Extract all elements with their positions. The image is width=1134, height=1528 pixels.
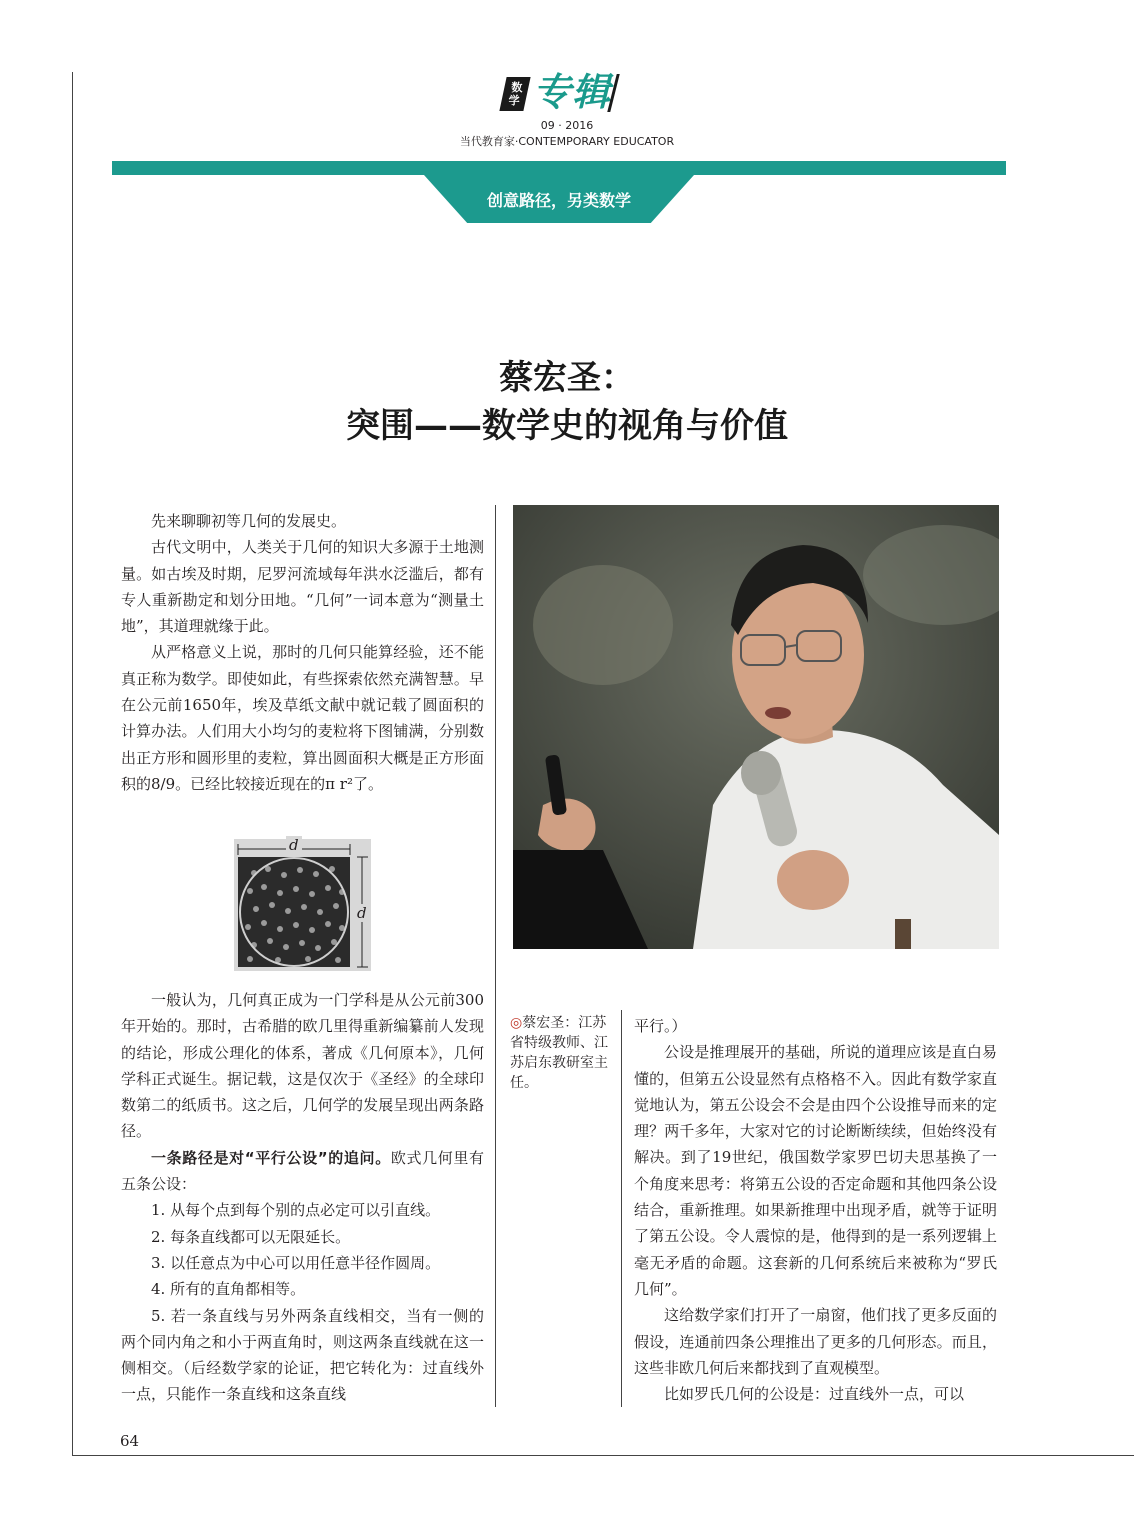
logo-small-char-2: 学 (508, 94, 520, 107)
section-band (112, 161, 1006, 175)
paragraph: 一般认为，几何真正成为一门学科是从公元前300年开始的。那时，古希腊的欧几里得重新编纂前人发现的结论，形成公理化的体系，著成《几何原本》，几何学科正式诞生。据记载，这是仅次于《圣经》的全球印数第二的纸质书。这之后，几何学的发展呈现出两条路径。 (121, 991, 484, 1141)
list-item: 1. 从每个点到每个别的点必定可以引直线。 (151, 1201, 441, 1220)
paragraph: 先来聊聊初等几何的发展史。 (151, 512, 347, 530)
caption-text: 蔡宏圣：江苏省特级教师、江苏启东教研室主任。 (510, 1015, 608, 1091)
bottom-margin-line (72, 1455, 1134, 1456)
magazine-name: 当代教育家·CONTEMPORARY EDUCATOR (459, 135, 675, 148)
grain-figure (234, 839, 371, 971)
paragraph-rest: 欧式几何里有五条公设： (121, 1148, 484, 1194)
paragraph: 比如罗氏几何的公设是：过直线外一点，可以 (664, 1385, 965, 1404)
left-column-bottom (121, 987, 484, 1408)
paragraph: 这给数学家们打开了一扇窗，他们找了更多反面的假设，连通前四条公理推出了更多的几何形态。而且，这些非欧几何后来都找到了直观模型。 (634, 1306, 997, 1377)
column-divider-left (495, 505, 496, 1407)
right-column (634, 1013, 997, 1407)
page-number: 64 (120, 1432, 140, 1450)
logo-title: 专辑 (533, 70, 612, 114)
portrait-photo (513, 505, 999, 949)
paragraph: 平行。） (634, 1017, 687, 1035)
article-title-line-1: 蔡宏圣： (499, 358, 635, 398)
logo-small-char-1: 数 (510, 81, 522, 94)
logo-badge (499, 77, 530, 111)
issue-date: 09 · 2016 (540, 119, 594, 132)
list-item: 5. 若一条直线与另外两条直线相交，当有一侧的两个同内角之和小于两直角时，则这两条直线就在这一侧相交。（后经数学家的论证，把它转化为：过直线外一点，只能作一条直线和这条直线 (121, 1306, 484, 1404)
list-item: 4. 所有的直角都相等。 (151, 1280, 306, 1299)
left-column-top (121, 508, 484, 797)
list-item: 2. 每条直线都可以无限延长。 (151, 1227, 351, 1246)
paragraph (121, 1145, 484, 1198)
list-item: 3. 以任意点为中心可以用任意半径作圆周。 (151, 1253, 441, 1272)
paragraph: 公设是推理展开的基础，所说的道理应该是直白易懂的，但第五公设显然有点格格不入。因此有数学家直觉地认为，第五公设会不会是由四个公设推导而来的定理？两千多年，大家对它的讨论断断续续，但始终没有解决。到了19世纪，俄国数学家罗巴切夫思基换了一个角度来思考：将第五公设的否定命题和其他四条公设结合，重新推理。如果新推理中出现矛盾，就等于证明了第五公设。令人震惊的是，他得到的是一系列逻辑上毫无矛盾的命题。这套新的几何系统后来被称为“罗氏几何”。 (634, 1043, 997, 1298)
photo-caption (510, 1013, 610, 1093)
paragraph: 从严格意义上说，那时的几何只能算经验，还不能真正称为数学。即使如此，有些探索依然充满智慧。早在公元前1650年，埃及草纸文献中就记载了圆面积的计算办法。人们用大小均匀的麦粒将下图铺满，分别数出正方形和圆形里的麦粒，算出圆面积大概是正方形面积的8/9。已经比较接近现在的π r²了。 (121, 643, 484, 793)
left-margin-line (72, 72, 73, 1456)
figure-label-top: d (286, 836, 302, 854)
caption-mark-icon: ◎ (510, 1015, 523, 1031)
article-title-line-2: 突围——数学史的视角与价值 (346, 406, 788, 446)
bold-lead: 一条路径是对“平行公设”的追问。 (151, 1148, 391, 1167)
figure-label-side: d (357, 904, 367, 922)
section-tab-label: 创意路径，另类数学 (486, 191, 631, 210)
paragraph: 古代文明中，人类关于几何的知识大多源于土地测量。如古埃及时期，尼罗河流域每年洪水泛滥后，都有专人重新勘定和划分田地。“几何”一词本意为“测量土地”，其道理就缘于此。 (121, 538, 484, 636)
column-divider-right (621, 1010, 622, 1407)
